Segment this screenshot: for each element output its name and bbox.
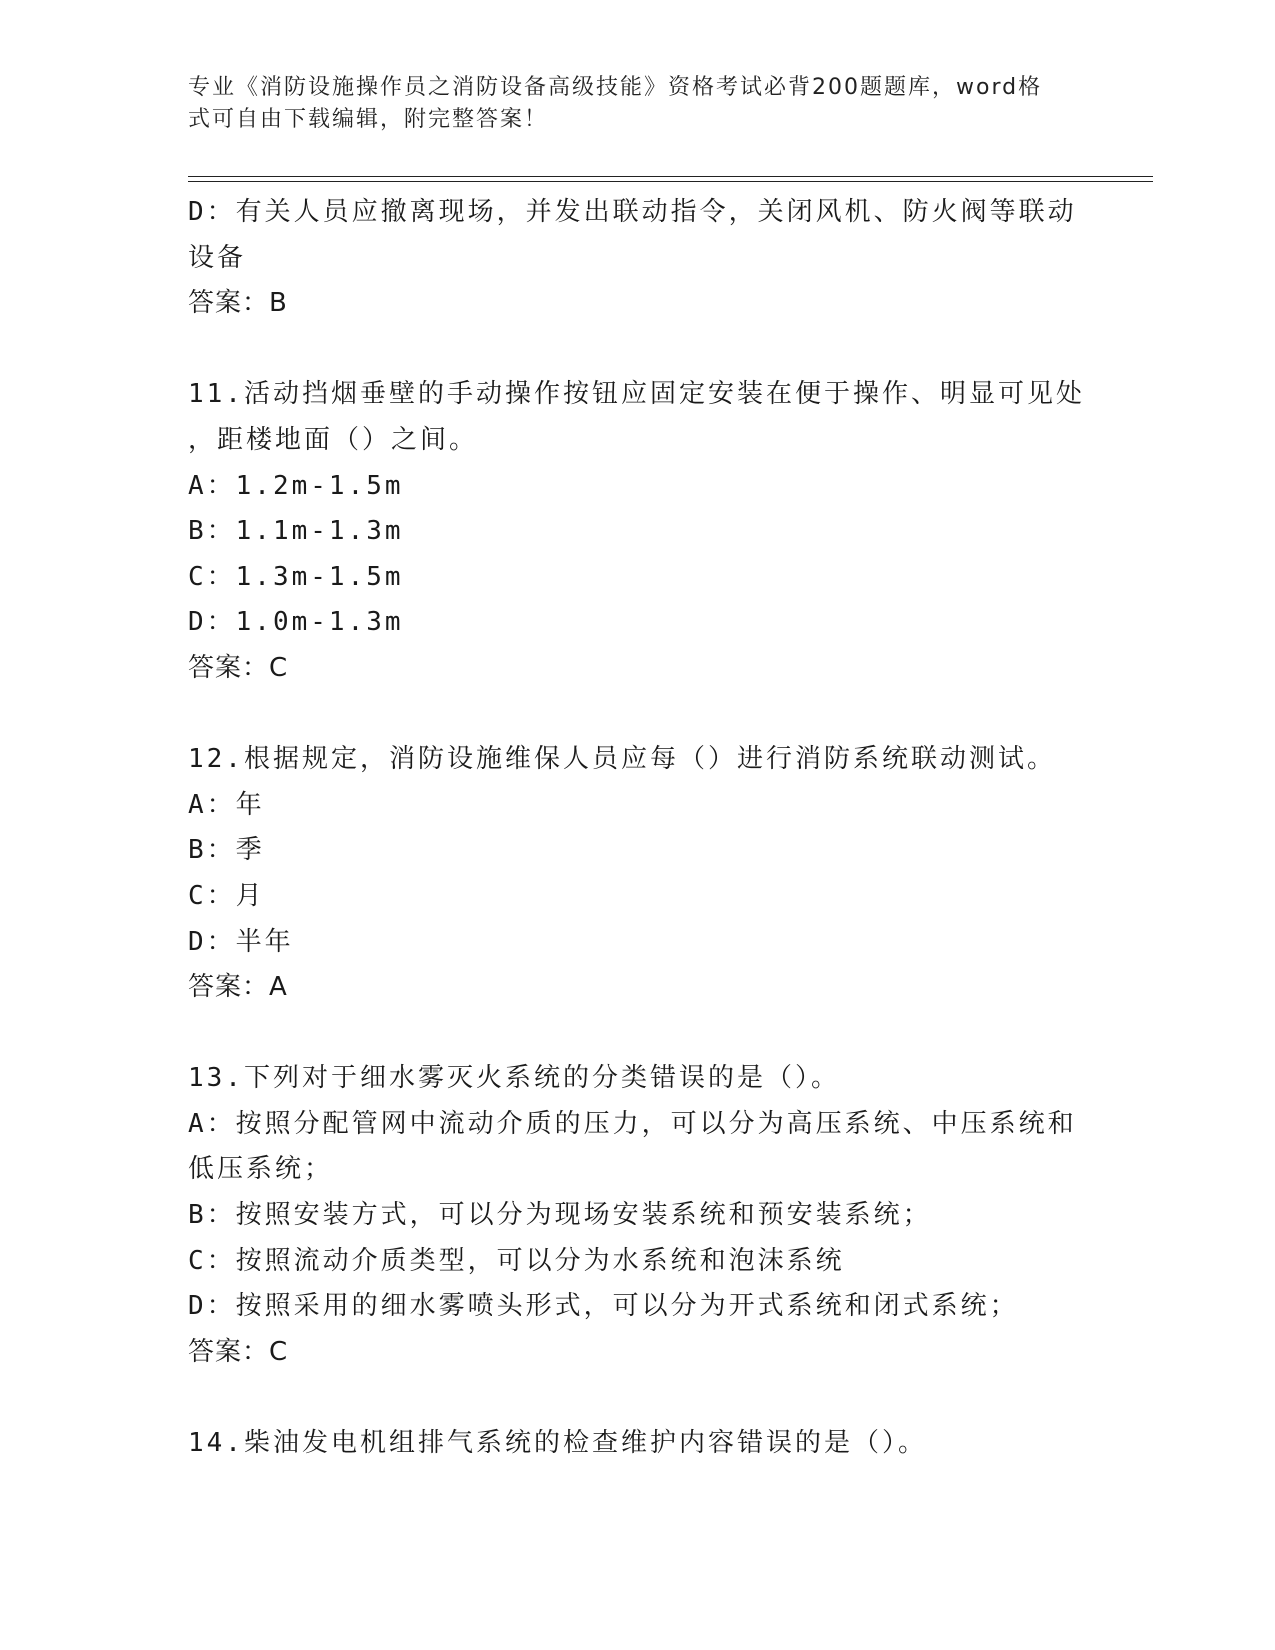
question-14-stem: 14.柴油发电机组排气系统的检查维护内容错误的是（）。 — [188, 1428, 927, 1459]
question-13-option-d: D：按照采用的细水雾喷头形式，可以分为开式系统和闭式系统； — [188, 1291, 1019, 1322]
question-12-answer: 答案：A — [188, 972, 288, 1003]
question-12-option-a: A：年 — [188, 789, 265, 820]
header-divider-bottom — [188, 181, 1153, 182]
question-11-answer: 答案：C — [188, 652, 289, 683]
question-13-answer: 答案：C — [188, 1336, 289, 1367]
option-d-continued: 设备 — [188, 242, 247, 273]
question-11-option-a: A：1.2m-1.5m — [188, 470, 404, 501]
question-13-option-a-continued: 低压系统； — [188, 1154, 334, 1185]
question-13-option-c: C：按照流动介质类型，可以分为水系统和泡沫系统 — [188, 1245, 845, 1276]
question-13-option-b: B：按照安装方式，可以分为现场安装系统和预安装系统； — [188, 1200, 932, 1231]
question-12-option-d: D：半年 — [188, 926, 294, 957]
header-divider-top — [188, 176, 1153, 177]
spacer — [188, 327, 1088, 373]
question-list — [188, 190, 1088, 1467]
header-line-1: 专业《消防设施操作员之消防设备高级技能》资格考试必背200题题库，word格 — [188, 75, 1043, 100]
question-13-option-a: A：按照分配管网中流动介质的压力，可以分为高压系统、中压系统和 — [188, 1108, 1077, 1139]
question-12-option-b: B：季 — [188, 835, 265, 866]
answer-line: 答案：B — [188, 288, 288, 319]
question-13-stem: 13.下列对于细水雾灭火系统的分类错误的是（）。 — [188, 1063, 840, 1094]
question-12-option-c: C：月 — [188, 880, 265, 911]
question-12-stem: 12.根据规定，消防设施维保人员应每（）进行消防系统联动测试。 — [188, 744, 1056, 775]
option-d: D：有关人员应撤离现场，并发出联动指令，关闭风机、防火阀等联动 — [188, 197, 1077, 227]
question-11-option-c: C：1.3m-1.5m — [188, 561, 404, 592]
spacer — [188, 692, 1088, 738]
question-11-option-d: D：1.0m-1.3m — [188, 607, 404, 638]
spacer — [188, 1011, 1088, 1057]
header-line-2: 式可自由下载编辑，附完整答案！ — [188, 107, 549, 132]
question-11-stem-continued: ，距楼地面（）之间。 — [188, 424, 479, 455]
page-header — [188, 72, 1068, 136]
question-11-stem: 11.活动挡烟垂壁的手动操作按钮应固定安装在便于操作、明显可见处 — [188, 379, 1085, 410]
question-11-option-b: B：1.1m-1.3m — [188, 516, 404, 547]
spacer — [188, 1375, 1088, 1421]
